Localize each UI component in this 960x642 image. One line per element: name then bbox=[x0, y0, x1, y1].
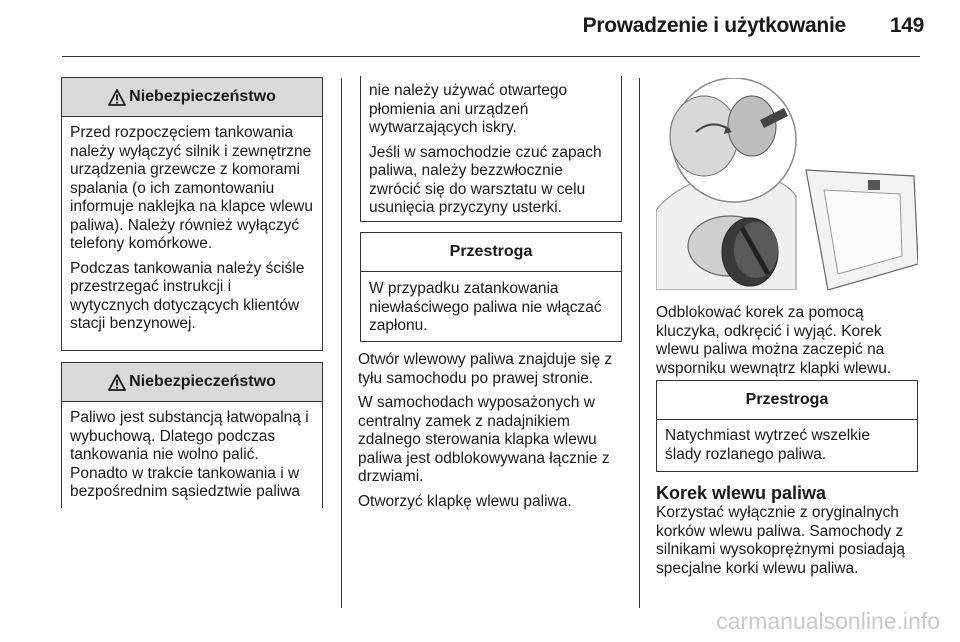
body-paragraph: W samochodach wyposażonych w centralny zamek z nadajnikiem zdalnego sterowania klapka wlewu paliwa jest odblokowywana łącznie z drzwiami. bbox=[358, 394, 610, 485]
warning-box bbox=[61, 77, 323, 351]
key-unlock-inset bbox=[670, 78, 796, 202]
warning-paragraph: Przed rozpoczęciem tankowania należy wyłączyć silnik i zewnętrzne urządzenia grzewcze z komorami spalania (o ich zamontowaniu informuje naklejka na klapce wlewu paliwa). Należy również wyłączyć telefony komórkowe. bbox=[70, 124, 313, 252]
body-paragraph: Otworzyć klapkę wlewu paliwa. bbox=[358, 492, 572, 510]
caution-box-header bbox=[361, 233, 621, 272]
caution-box-title: Przestroga bbox=[449, 243, 533, 260]
warning-box-title: Niebezpieczeństwo bbox=[129, 373, 276, 390]
body-paragraph: Odblokować korek za pomocą kluczyka, odkręcić i wyjąć. Korek wlewu paliwa można zaczepić na wsporniku wewnątrz klapki wlewu. bbox=[656, 304, 892, 377]
warning-triangle-icon bbox=[108, 89, 126, 106]
caution-box-header bbox=[657, 381, 917, 420]
section-heading: Korek wlewu paliwa bbox=[656, 483, 827, 503]
warning-box-continued bbox=[360, 76, 622, 222]
page-number: 149 bbox=[889, 14, 924, 37]
warning-paragraph: Paliwo jest substancją łatwopalną i wybuchową. Dlatego podczas tankowania nie wolno palić. Ponadto w trakcie tankowania i w bezpośrednim sąsiedztwie paliwa bbox=[70, 409, 309, 500]
watermark: carmanualsonline.info bbox=[716, 608, 940, 634]
caution-text: Natychmiast wytrzeć wszelkie ślady rozlanego paliwa. bbox=[665, 427, 870, 463]
caution-box bbox=[360, 232, 622, 342]
body-text bbox=[358, 351, 620, 517]
page-title: Prowadzenie i użytkowanie bbox=[582, 14, 846, 37]
warning-box bbox=[61, 362, 323, 508]
column-divider bbox=[341, 78, 342, 608]
warning-paragraph: nie należy używać otwartego płomienia ani urządzeń wytwarzających iskry. bbox=[369, 82, 568, 136]
caution-text: W przypadku zatankowania niewłaściwego paliwa nie włączać zapłonu. bbox=[369, 280, 602, 334]
header-rule bbox=[62, 56, 920, 57]
body-text bbox=[656, 304, 918, 384]
caution-box bbox=[656, 380, 918, 472]
section-paragraph: Korzystać wyłącznie z oryginalnych korków wlewu paliwa. Samochody z silnikami wysokoprężnymi posiadają specjalne korki wlewu paliwa. bbox=[656, 504, 905, 577]
cap-holder bbox=[868, 180, 880, 190]
fuel-cap-illustration bbox=[656, 78, 918, 290]
warning-box-header bbox=[62, 363, 322, 402]
body-paragraph: Otwór wlewowy paliwa znajduje się z tyłu samochodu po prawej stronie. bbox=[358, 351, 613, 387]
warning-box-title: Niebezpieczeństwo bbox=[129, 88, 276, 105]
warning-box-header bbox=[62, 78, 322, 117]
warning-paragraph: Jeśli w samochodzie czuć zapach paliwa, należy bezzwłocznie zwrócić się do warsztatu w celu usunięcia przyczyny usterki. bbox=[369, 143, 602, 216]
column-divider bbox=[639, 78, 640, 608]
fuel-cap-icon bbox=[722, 218, 778, 286]
warning-triangle-icon bbox=[108, 374, 126, 391]
warning-paragraph: Podczas tankowania należy ściśle przestrzegać instrukcji i wytycznych dotyczących klientów stacji benzynowej. bbox=[70, 259, 305, 332]
caution-box-title: Przestroga bbox=[745, 391, 829, 408]
section bbox=[656, 483, 918, 584]
page-header bbox=[0, 14, 924, 38]
